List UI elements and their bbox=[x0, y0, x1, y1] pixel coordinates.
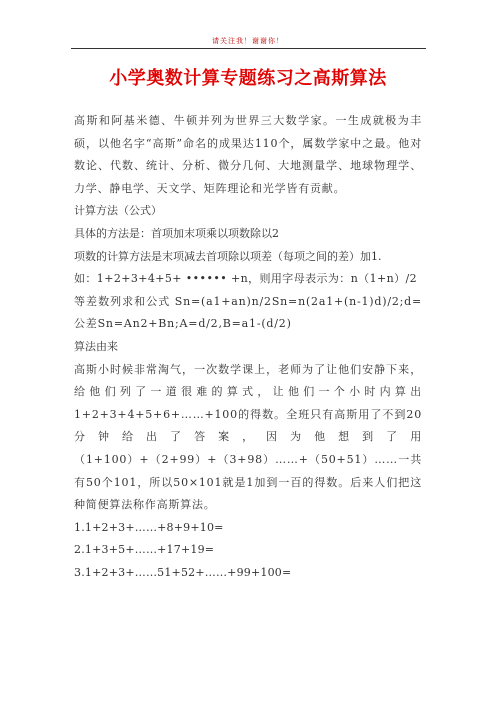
origin-heading: 算法由来 bbox=[74, 339, 118, 353]
page-title: 小学奥数计算专题练习之高斯算法 bbox=[109, 68, 387, 89]
origin-story-paragraph: 高斯小时候非常淘气，一次数学课上，老师为了让他们安静下来，给他们列了一道很难的算式，让他们一个小时内算出1+2+3+4+5+6+……+100的得数。全班只有高斯用了不到20分钟给出了答案，因为他想到了用（1+100）+（2+99）+（3+98）……+（50+51）……一共有50个101，所以50×101就是1加到一百的得数。后来人们把这种简便算法称作高斯算法。 bbox=[74, 362, 422, 512]
method-line-2: 项数的计算方法是末项减去首项除以项差（每项之间的差）加1. bbox=[74, 249, 382, 263]
header-note: 请关注我！谢谢你！ bbox=[212, 37, 284, 45]
method-line-1: 具体的方法是：首项加末项乘以项数除以2 bbox=[74, 226, 279, 240]
intro-paragraph: 高斯和阿基米德、牛顿并列为世界三大数学家。一生成就极为丰硕，以他名字“高斯”命名的成果达110个，属数学家中之最。他对数论、代数、统计、分析、微分几何、大地测量学、地球物理学、力学、静电学、天文学、矩阵理论和光学皆有贡献。 bbox=[74, 114, 422, 195]
method-heading: 计算方法（公式） bbox=[74, 204, 162, 218]
exercise-item: 3.1+2+3+……51+52+……+99+100= bbox=[74, 565, 292, 579]
method-line-3: 如：1+2+3+4+5+ •••••• +n，则用字母表示为：n（1+n）/2 bbox=[74, 272, 417, 286]
document-body bbox=[74, 110, 422, 584]
header-divider bbox=[71, 48, 426, 49]
formula-paragraph: 等差数列求和公式 Sn=(a1+an)n/2Sn=n(2a1+(n-1)d)/2;d=公差Sn=An2+Bn;A=d/2,B=a1-(d/2) bbox=[74, 294, 422, 331]
exercise-item: 1.1+2+3+……+8+9+10= bbox=[74, 520, 224, 534]
exercise-item: 2.1+3+5+……+17+19= bbox=[74, 543, 215, 557]
